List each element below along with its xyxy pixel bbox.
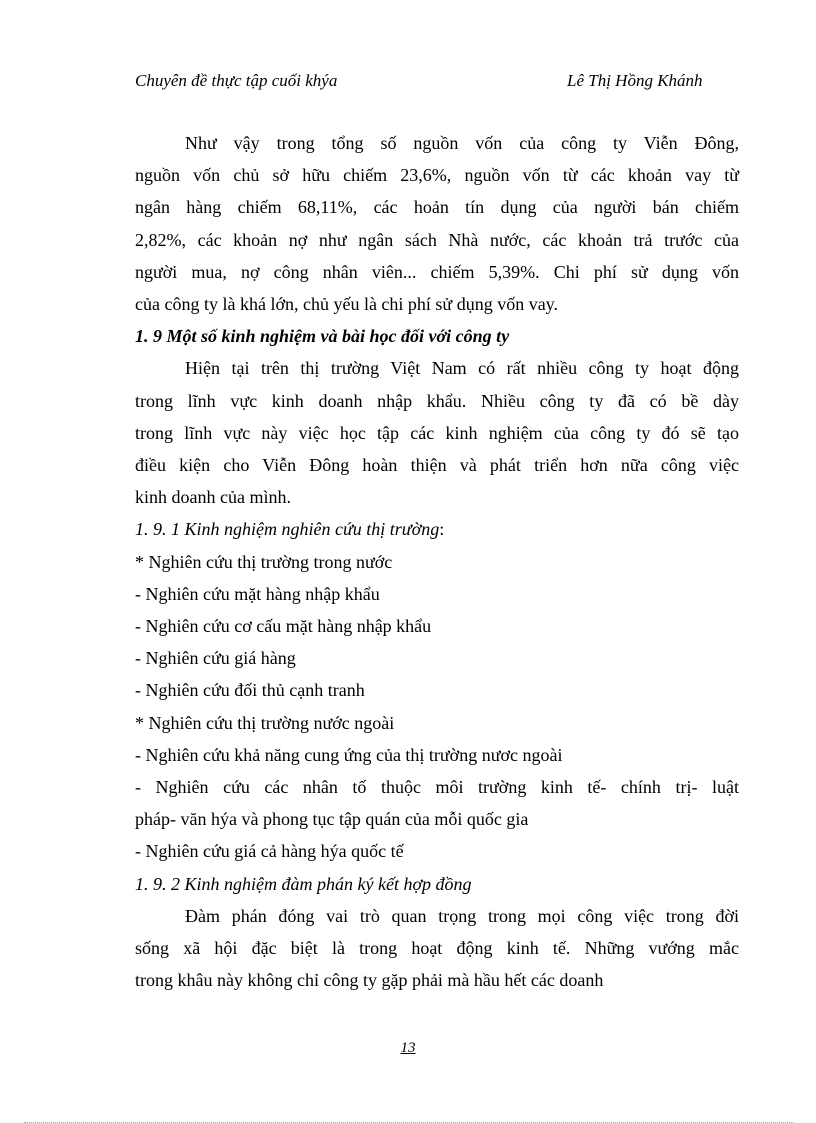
text-line: kinh doanh của mình. — [135, 487, 291, 508]
text-line: - Nghiên cứu các nhân tố thuộc môi trường kinh tế- chính trị- luật — [135, 777, 739, 798]
list-item: - Nghiên cứu đối thủ cạnh tranh — [135, 680, 365, 701]
paragraph-capital-structure — [135, 127, 739, 320]
header-document-title: Chuyên đề thực tập cuối khýa — [135, 71, 338, 90]
text-line: Như vậy trong tổng số nguồn vốn của công ty Viễn Đông, — [185, 133, 739, 153]
list-item: - Nghiên cứu cơ cấu mặt hàng nhập khẩu — [135, 616, 432, 637]
page-number: 13 — [400, 1040, 416, 1056]
list-item: * Nghiên cứu thị trường trong nước — [135, 551, 393, 572]
header-author-name: Lê Thị Hồng Khánh — [567, 71, 703, 90]
subsection-heading-1-9-2: 1. 9. 2 Kinh nghiệm đàm phán ký kết hợp đồng — [135, 873, 472, 894]
text-line: pháp- văn hýa và phong tục tập quán của mỗi quốc gia — [135, 809, 529, 830]
section-heading-1-9: 1. 9 Một số kinh nghiệm và bài học đối với công ty — [135, 326, 510, 347]
text-line: Hiện tại trên thị trường Việt Nam có rất nhiều công ty hoạt động — [185, 358, 739, 379]
text-line: trong lĩnh vực này việc học tập các kinh nghiệm của công ty đó sẽ tạo — [135, 422, 739, 443]
page-body — [135, 127, 739, 996]
list-item: * Nghiên cứu thị trường nước ngoài — [135, 712, 395, 733]
paragraph-experience-intro — [135, 352, 739, 513]
subsection-heading-text: 1. 9. 1 Kinh nghiệm nghiên cứu thị trường — [135, 519, 440, 540]
text-line: người mua, nợ công nhân viên... chiếm 5,39%. Chi phí sử dụng vốn — [135, 261, 739, 282]
list-item: - Nghiên cứu giá cả hàng hýa quốc tế — [135, 841, 404, 862]
text-line: 2,82%, các khoản nợ như ngân sách Nhà nước, các khoản trả trước của — [135, 229, 739, 250]
text-line: trong lĩnh vực kinh doanh nhập khẩu. Nhiều công ty đã có bề dày — [135, 390, 739, 411]
subsection-heading-1-9-1 — [135, 513, 739, 545]
text-line: Đàm phán đóng vai trò quan trọng trong mọi công việc trong đời — [185, 905, 739, 926]
list-item: - Nghiên cứu khả năng cung ứng của thị trường nươc ngoài — [135, 744, 563, 765]
list-item-long — [135, 771, 739, 835]
heading-colon: : — [439, 519, 445, 540]
text-line: của công ty là khá lớn, chủ yếu là chi phí sử dụng vốn vay. — [135, 294, 559, 315]
text-line: ngân hàng chiếm 68,11%, các hoản tín dụng của người bán chiếm — [135, 197, 739, 218]
text-line: sống xã hội đặc biệt là trong hoạt động kinh tế. Những vướng mắc — [135, 938, 739, 959]
paragraph-negotiation — [135, 900, 739, 997]
text-line: điều kiện cho Viễn Đông hoàn thiện và phát triển hơn nữa công việc — [135, 455, 739, 476]
text-line: nguồn vốn chủ sở hữu chiếm 23,6%, nguồn vốn từ các khoản vay từ — [135, 165, 739, 186]
list-item: - Nghiên cứu mặt hàng nhập khẩu — [135, 583, 380, 604]
text-line: trong khâu này không chỉ công ty gặp phải mà hầu hết các doanh — [135, 970, 604, 991]
list-item: - Nghiên cứu giá hàng — [135, 648, 296, 669]
